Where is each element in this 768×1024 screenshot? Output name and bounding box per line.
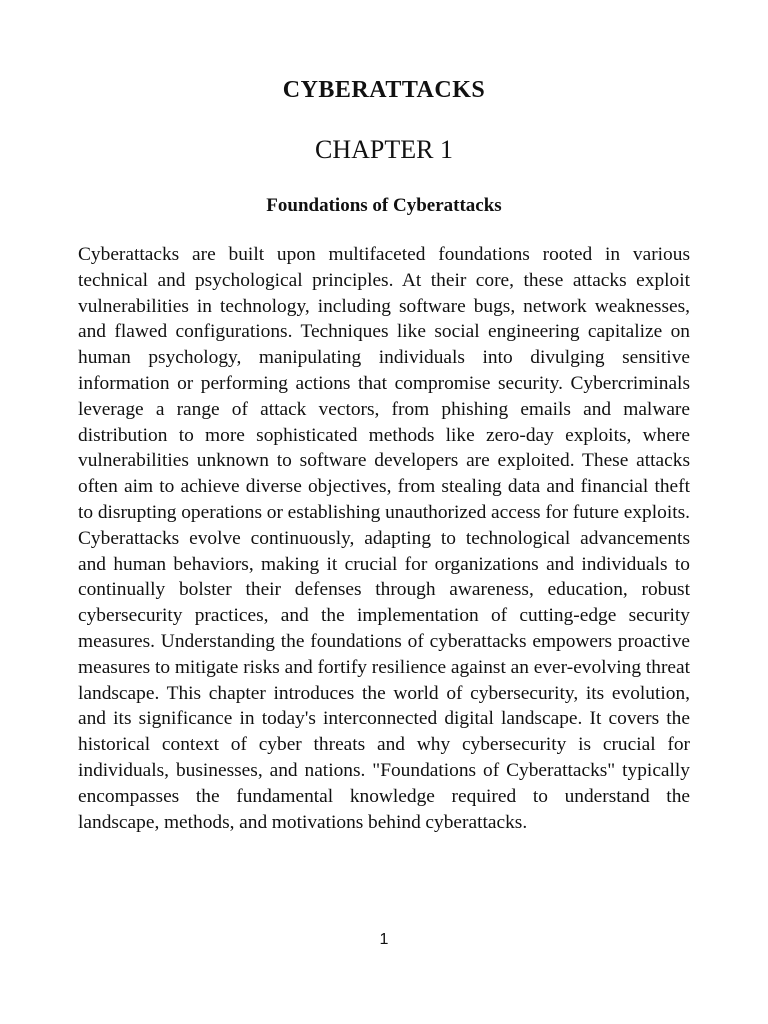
book-title: CYBERATTACKS	[282, 77, 486, 103]
body-paragraph: Cyberattacks are built upon multifaceted foundations rooted in various technical and psychological principles. At their core, these attacks exploit vulnerabilities in technology, including software bugs, network weaknesses, and flawed configurations. Techniques like social engineering capitalize on human psychology, manipulating individuals into divulging sensitive information or performing actions that compromise security. Cybercriminals leverage a range of attack vectors, from phishing emails and malware distribution to more sophisticated methods like zero-day exploits, where vulnerabilities unknown to software developers are exploited. These attacks often aim to achieve diverse objectives, from stealing data and financial theft to disrupting operations or establishing unauthorized access for future exploits. Cyberattacks evolve continuously, adapting to technological advancements and human behaviors, making it crucial for organizations and individuals to continually bolster their defenses through awareness, education, robust cybersecurity practices, and the implementation of cutting-edge security measures. Understanding the foundations of cyberattacks empowers proactive measures to mitigate risks and fortify resilience against an ever-evolving threat landscape. This chapter introduces the world of cybersecurity, its evolution, and its significance in today's interconnected digital landscape. It covers the historical context of cyber threats and why cybersecurity is crucial for individuals, businesses, and nations. "Foundations of Cyberattacks" typically encompasses the fundamental knowledge required to understand the landscape, methods, and motivations behind cyberattacks.	[78, 244, 690, 833]
chapter-label: CHAPTER 1	[315, 135, 453, 164]
page-number: 1	[379, 931, 389, 948]
section-heading: Foundations of Cyberattacks	[266, 195, 502, 216]
